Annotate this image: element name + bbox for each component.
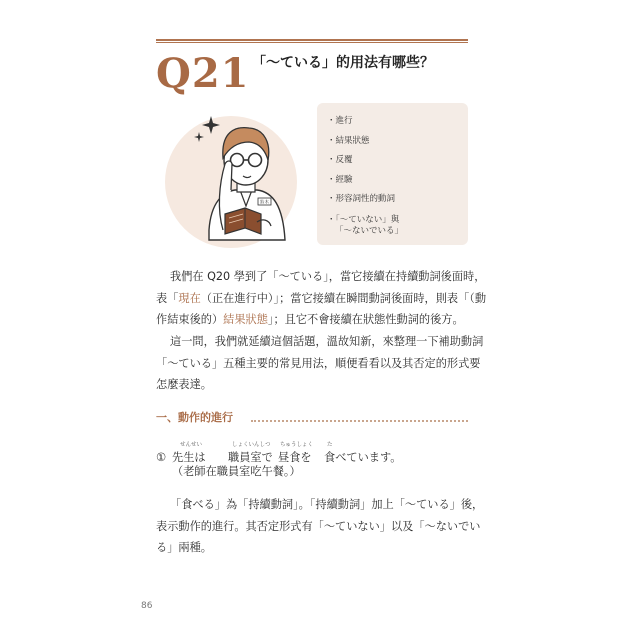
intro2-paragraph — [156, 331, 484, 396]
question-title: 「～ている」的用法有哪些？ — [252, 55, 434, 71]
explanation-line-2: 表示動作的進行。其否定形式有「～ていない」以及「～ないでい — [156, 519, 481, 533]
example-word-sensei: 先生は — [172, 451, 206, 464]
usage-item-experience: ・經驗 — [327, 174, 353, 185]
intro-line-1: 我們在 Q20 學到了「～ている」，當它接續在持續動詞後面時， — [170, 270, 486, 283]
page-number: 86 — [141, 601, 153, 611]
example-word-tabeteimasu: 食べています。 — [324, 451, 402, 464]
intro2-line-3: 怎麼表達。 — [156, 378, 212, 391]
usage-item-resultant-state: ・結果狀態 — [327, 135, 370, 146]
ruby-ta: た — [327, 442, 333, 448]
question-number: Q21 — [156, 50, 250, 97]
explanation-paragraph — [156, 494, 484, 559]
explanation-line-1: 「食べる」為「持續動詞」。「持續動詞」加上「～ている」後， — [170, 498, 484, 511]
usage-item-negative-forms — [327, 210, 458, 237]
intro-paragraph — [156, 266, 487, 331]
example-sentence-1 — [156, 440, 476, 478]
ruby-chuushoku: ちゅうしょく — [280, 442, 314, 448]
usage-list-box — [317, 103, 468, 245]
section-header-progressive — [156, 410, 468, 430]
usage-item-negative-line2: 「～ないでいる」 — [335, 225, 404, 236]
usage-item-adjectival-verb: ・形容詞性的動詞 — [327, 194, 396, 204]
ruby-sensei: せんせい — [180, 442, 203, 448]
example-number: ① — [156, 451, 167, 464]
usage-item-repetition: ・反覆 — [327, 155, 353, 165]
header-rule — [156, 39, 468, 43]
explanation-line-3: る」兩種。 — [156, 541, 212, 554]
highlight-present: 現在 — [178, 291, 201, 305]
example-translation: （老師在職員室吃午餐。） — [172, 465, 301, 478]
example-word-shokuinshitsu: 職員室で — [228, 451, 273, 464]
intro2-line-2: 「～ている」五種主要的常見用法，順便看看以及其否定的形式要 — [156, 356, 481, 370]
name-tag — [258, 198, 271, 206]
intro2-line-1: 這一問，我們就延續這個話題，溫故知新，來整理一下補助動詞 — [170, 335, 484, 348]
usage-item-progressive: ・進行 — [327, 116, 353, 126]
section-dotted-rule — [251, 420, 468, 422]
glasses-man-illustration — [165, 110, 315, 250]
name-tag-text: 鈴木 — [260, 200, 269, 206]
highlight-result-state: 結果狀態 — [223, 313, 268, 326]
section-label: 一、動作的進行 — [156, 411, 233, 424]
intro-line-2: 表「現在（正在進行中）」；當它接續在瞬間動詞後面時，則表「（動 — [156, 291, 487, 305]
ruby-shokuinshitsu: しょくいんしつ — [232, 442, 271, 448]
intro-line-3: 作結束後的）結果狀態」；且它不會接續在狀態性動詞的後方。 — [156, 313, 464, 326]
example-word-chuushoku: 昼食を — [278, 451, 312, 464]
usage-item-negative-line1: ・「～ていない」與 — [327, 214, 400, 225]
